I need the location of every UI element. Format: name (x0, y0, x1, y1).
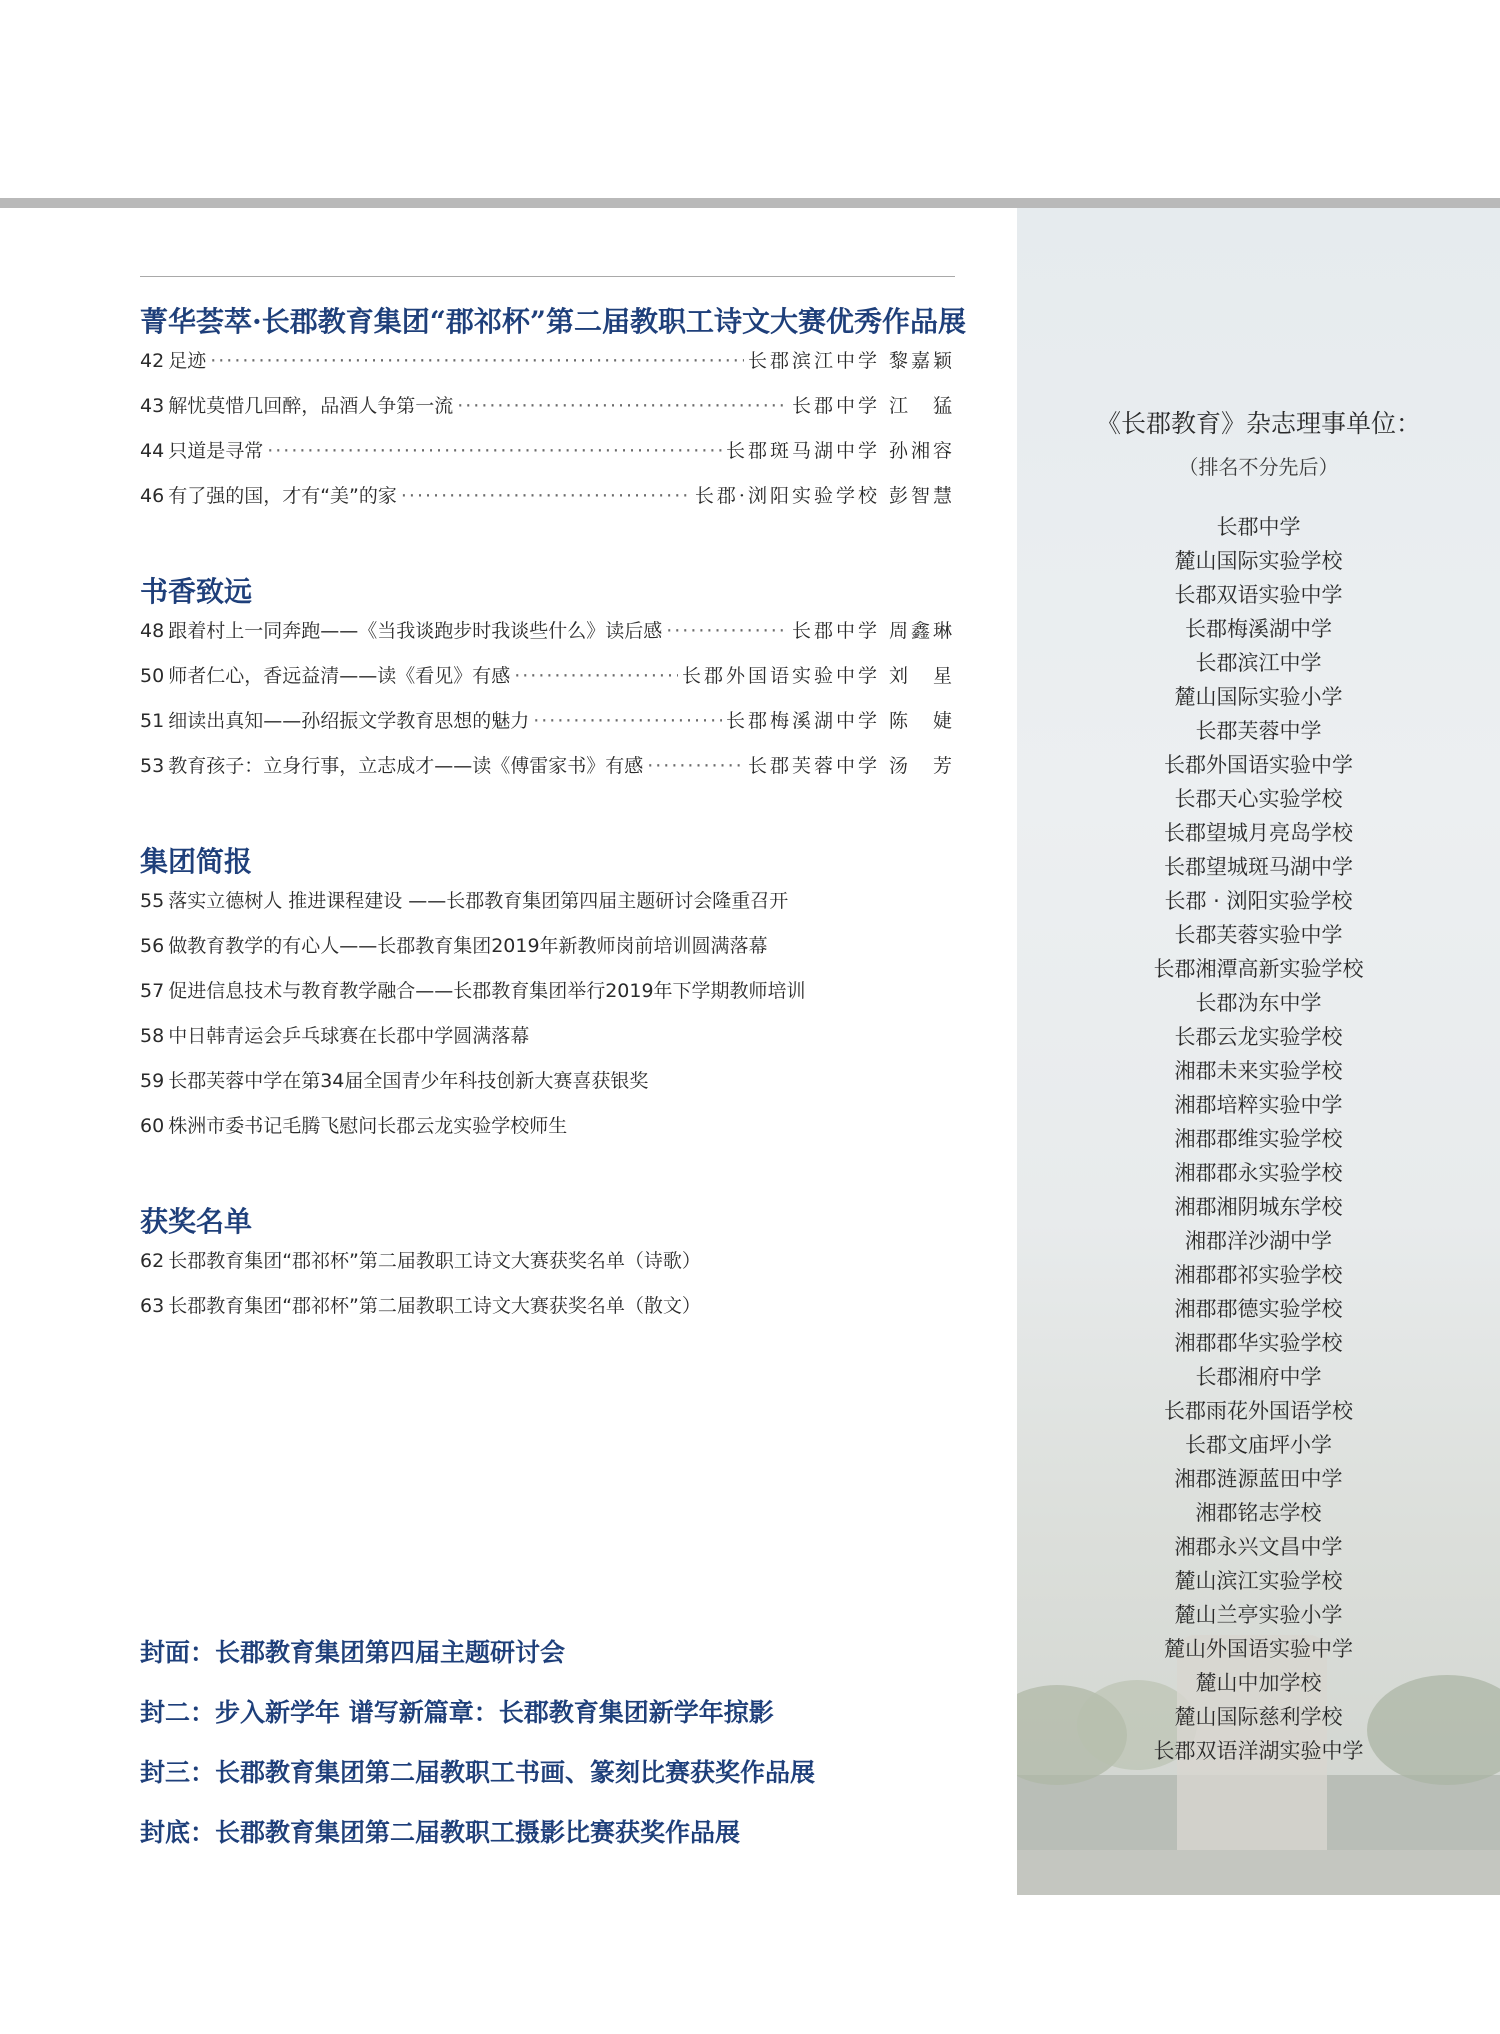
section-title: 菁华荟萃·长郡教育集团“郡祁杯”第二届教职工诗文大赛优秀作品展 (140, 305, 966, 338)
entry-title: 落实立德树人 推进课程建设 ——长郡教育集团第四届主题研讨会隆重召开 (168, 890, 789, 912)
school-name: 麓山中加学校 (1195, 1671, 1322, 1695)
school-name: 长郡双语洋湖实验中学 (1153, 1739, 1364, 1763)
leader-dots (457, 394, 788, 418)
toc-entry[interactable] (140, 754, 955, 799)
leader-dots (647, 754, 744, 778)
page-number: 57 (140, 980, 165, 1002)
leader-dots (401, 484, 691, 508)
toc-entry[interactable] (140, 1249, 955, 1294)
school-name: 长郡雨花外国语学校 (1164, 1399, 1353, 1423)
entry-title: 株洲市委书记毛腾飞慰问长郡云龙实验学校师生 (168, 1115, 568, 1137)
page-number: 59 (140, 1070, 165, 1092)
entry-author: 长郡芙蓉中学 汤 芳 (747, 755, 955, 777)
entry-title: 教育孩子：立身行事，立志成才——读《傅雷家书》有感 (168, 755, 644, 777)
entry-author: 长郡滨江中学 黎嘉颖 (747, 350, 955, 372)
school-name: 麓山国际实验学校 (1174, 549, 1343, 573)
entry-author: 长郡·浏阳实验学校 彭智慧 (694, 485, 955, 507)
toc-entry[interactable] (140, 664, 955, 709)
toc-section (140, 845, 955, 1159)
school-name: 长郡 · 浏阳实验学校 (1164, 889, 1353, 913)
entry-title: 促进信息技术与教育教学融合——长郡教育集团举行2019年下学期教师培训 (168, 980, 806, 1002)
leader-dots (210, 349, 744, 373)
entry-title: 长郡教育集团“郡祁杯”第二届教职工诗文大赛获奖名单（散文） (168, 1295, 701, 1317)
school-name: 长郡滨江中学 (1195, 651, 1322, 675)
school-name: 湘郡涟源蓝田中学 (1174, 1467, 1343, 1491)
page-number: 53 (140, 755, 165, 777)
page-number: 56 (140, 935, 165, 957)
school-name: 麓山外国语实验中学 (1164, 1637, 1353, 1661)
toc-entry[interactable] (140, 394, 955, 439)
entry-title: 中日韩青运会乒乓球赛在长郡中学圆满落幕 (168, 1025, 530, 1047)
school-name: 麓山国际慈利学校 (1174, 1705, 1343, 1729)
section-title: 书香致远 (140, 575, 253, 608)
member-units-panel (1017, 208, 1500, 1895)
entry-title: 足迹 (168, 350, 207, 372)
school-name: 麓山滨江实验学校 (1174, 1569, 1343, 1593)
toc-entry[interactable] (140, 934, 955, 979)
school-name: 长郡芙蓉实验中学 (1174, 923, 1343, 947)
school-name: 长郡天心实验学校 (1174, 787, 1343, 811)
toc-entry[interactable] (140, 484, 955, 529)
school-name: 湘郡湘阴城东学校 (1174, 1195, 1343, 1219)
table-of-contents (140, 276, 966, 1385)
school-name: 湘郡郡华实验学校 (1174, 1331, 1343, 1355)
leader-dots (666, 619, 788, 643)
school-name: 长郡望城斑马湖中学 (1164, 855, 1353, 879)
school-name: 湘郡郡永实验学校 (1174, 1161, 1343, 1185)
school-name: 长郡湘府中学 (1195, 1365, 1322, 1389)
toc-section (140, 305, 966, 529)
page-number: 62 (140, 1250, 165, 1272)
entry-title: 只道是寻常 (168, 440, 264, 462)
entry-title: 细读出真知——孙绍振文学教育思想的魅力 (168, 710, 530, 732)
toc-entry[interactable] (140, 619, 955, 664)
school-name: 长郡梅溪湖中学 (1185, 617, 1332, 641)
entry-title: 做教育教学的有心人——长郡教育集团2019年新教师岗前培训圆满落幕 (168, 935, 768, 957)
entry-author: 长郡梅溪湖中学 陈 婕 (725, 710, 955, 732)
school-name: 长郡中学 (1216, 515, 1301, 539)
toc-entry[interactable] (140, 439, 955, 484)
toc-entry[interactable] (140, 979, 955, 1024)
cover-note: 封底：长郡教育集团第二届教职工摄影比赛获奖作品展 (140, 1818, 741, 1847)
page-number: 55 (140, 890, 165, 912)
entry-author: 长郡中学 周鑫琳 (791, 620, 955, 642)
cover-note: 封面：长郡教育集团第四届主题研讨会 (140, 1638, 566, 1667)
toc-entry[interactable] (140, 1069, 955, 1114)
school-name: 麓山国际实验小学 (1174, 685, 1343, 709)
entry-author: 长郡斑马湖中学 孙湘容 (725, 440, 955, 462)
school-name: 麓山兰亭实验小学 (1174, 1603, 1343, 1627)
school-name: 长郡外国语实验中学 (1164, 753, 1353, 777)
school-name: 湘郡铭志学校 (1195, 1501, 1322, 1525)
toc-entry[interactable] (140, 349, 955, 394)
cover-note: 封二：步入新学年 谱写新篇章：长郡教育集团新学年掠影 (140, 1698, 774, 1727)
school-name: 湘郡培粹实验中学 (1174, 1093, 1343, 1117)
school-name: 长郡湘潭高新实验学校 (1153, 957, 1364, 981)
school-name: 湘郡郡维实验学校 (1174, 1127, 1343, 1151)
school-name: 湘郡洋沙湖中学 (1185, 1229, 1332, 1253)
toc-entry[interactable] (140, 1024, 955, 1069)
section-title: 获奖名单 (140, 1205, 253, 1238)
leader-dots (533, 709, 722, 733)
leader-dots (514, 664, 678, 688)
entry-author: 长郡中学 江 猛 (791, 395, 955, 417)
school-name: 长郡文庙坪小学 (1185, 1433, 1332, 1457)
page-number: 58 (140, 1025, 165, 1047)
toc-entry[interactable] (140, 709, 955, 754)
top-rule (0, 198, 1500, 208)
entry-title: 长郡教育集团“郡祁杯”第二届教职工诗文大赛获奖名单（诗歌） (168, 1250, 701, 1272)
cover-notes (140, 1638, 970, 1878)
school-name: 长郡云龙实验学校 (1174, 1025, 1343, 1049)
school-name: 湘郡郡德实验学校 (1174, 1297, 1343, 1321)
page-number: 42 (140, 350, 165, 372)
page-number: 50 (140, 665, 165, 687)
toc-section (140, 1205, 955, 1339)
divider (140, 276, 955, 277)
panel-subtitle: （排名不分先后） (1178, 455, 1339, 479)
leader-dots (267, 439, 722, 463)
entry-author: 长郡外国语实验中学 刘 星 (681, 665, 955, 687)
entry-title: 跟着村上一同奔跑——《当我谈跑步时我谈些什么》读后感 (168, 620, 663, 642)
entry-title: 解忧莫惜几回醉，品酒人争第一流 (168, 395, 454, 417)
entry-title: 长郡芙蓉中学在第34届全国青少年科技创新大赛喜获银奖 (168, 1070, 649, 1092)
school-name: 长郡双语实验中学 (1174, 583, 1343, 607)
toc-entry[interactable] (140, 889, 955, 934)
page-number: 51 (140, 710, 165, 732)
page-number: 43 (140, 395, 165, 417)
toc-entry[interactable] (140, 1114, 955, 1159)
entry-title: 有了强的国，才有“美”的家 (168, 485, 397, 507)
entry-title: 师者仁心，香远益清——读《看见》有感 (168, 665, 511, 687)
school-name: 长郡望城月亮岛学校 (1164, 821, 1353, 845)
page-number: 46 (140, 485, 165, 507)
toc-entry[interactable] (140, 1294, 955, 1339)
school-name: 长郡沩东中学 (1195, 991, 1322, 1015)
toc-section (140, 575, 955, 799)
page-number: 60 (140, 1115, 165, 1137)
page-number: 63 (140, 1295, 165, 1317)
panel-title: 《长郡教育》杂志理事单位： (1095, 409, 1421, 438)
school-name: 湘郡郡祁实验学校 (1174, 1263, 1343, 1287)
school-name: 湘郡未来实验学校 (1174, 1059, 1343, 1083)
school-name: 长郡芙蓉中学 (1195, 719, 1322, 743)
member-units (1017, 408, 1500, 1768)
school-name: 湘郡永兴文昌中学 (1174, 1535, 1343, 1559)
section-title: 集团简报 (140, 845, 253, 878)
page-number: 44 (140, 440, 165, 462)
page-number: 48 (140, 620, 165, 642)
cover-note: 封三：长郡教育集团第二届教职工书画、篆刻比赛获奖作品展 (140, 1758, 816, 1787)
